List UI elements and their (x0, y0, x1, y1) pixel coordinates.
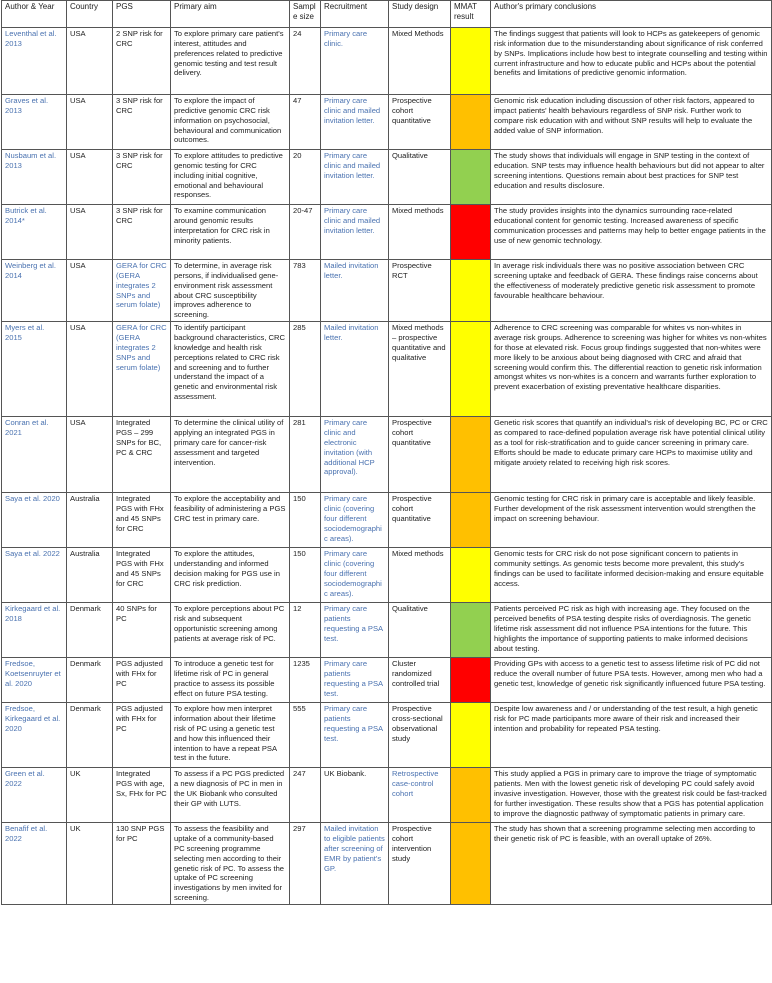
aim-cell: To determine the clinical utility of applying an integrated PGS in primary care for cancer-risk assessment and targeted intervention. (171, 417, 290, 493)
country-cell: UK (67, 768, 113, 823)
table-row (2, 150, 772, 205)
header-recruitment: Recruitment (321, 1, 389, 28)
aim-cell: To explore primary care patient's interest, attitudes and preferences related to predictive genomic testing and test result delivery. (171, 28, 290, 95)
recruitment-cell (321, 322, 389, 417)
table-row (2, 493, 772, 548)
pgs-cell: Integrated PGS with FHx and 45 SNPs for CRC (113, 493, 171, 548)
country-cell: USA (67, 205, 113, 260)
mmat-cell (451, 603, 491, 658)
design-cell: Qualitative (389, 603, 451, 658)
sample-cell: 20-47 (290, 205, 321, 260)
recruitment-cell (321, 603, 389, 658)
mmat-cell (451, 417, 491, 493)
design-cell: Qualitative (389, 150, 451, 205)
header-sample: Sampl e size (290, 1, 321, 28)
design-cell: Prospective cohort intervention study (389, 823, 451, 905)
mmat-cell (451, 28, 491, 95)
recruitment-text: Primary care clinic (covering four different sociodemographic areas). (324, 494, 382, 543)
author-cell: Saya et al. 2022 (2, 548, 67, 603)
aim-cell: To introduce a genetic test for lifetime risk of PC in general practice to assess its possible effect on future PSA testing. (171, 658, 290, 703)
country-cell: USA (67, 417, 113, 493)
author-cell: Graves et al. 2013 (2, 95, 67, 150)
sample-cell: 247 (290, 768, 321, 823)
table-row (2, 768, 772, 823)
aim-cell: To explore the acceptability and feasibility of administering a PGS CRC test in primary care. (171, 493, 290, 548)
mmat-cell (451, 703, 491, 768)
recruitment-text: Primary care clinic and electronic invitation (with additional HCP approval). (324, 418, 375, 477)
author-cell: Benafif et al. 2022 (2, 823, 67, 905)
studies-table (1, 0, 772, 905)
recruitment-cell (321, 150, 389, 205)
aim-cell: To explore how men interpret information about their lifetime risk of PC using a genetic test and how this influenced their intention to have a repeat PSA test in the future. (171, 703, 290, 768)
conclusions-cell: The findings suggest that patients will look to HCPs as gatekeepers of genomic risk information due to the misunderstanding about significance of risk conferred by SNPs. Implications include how best to integrate counselling and testing within current infrastructure and how to educate public and HCPs about the potential benefits and limitations of predictive genomic information. (491, 28, 772, 95)
table-row (2, 603, 772, 658)
author-cell: Butrick et al. 2014* (2, 205, 67, 260)
design-cell: Prospective RCT (389, 260, 451, 322)
design-cell: Mixed methods – prospective quantitative and qualitative (389, 322, 451, 417)
sample-cell: 1235 (290, 658, 321, 703)
recruitment-text: Primary care patients requesting a PSA test. (324, 659, 383, 698)
country-cell: Denmark (67, 703, 113, 768)
sample-cell: 20 (290, 150, 321, 205)
aim-cell: To identify participant background characteristics, CRC knowledge and health risk perceptions related to CRC risk and screening and to further understand the impact of a genetic and environmental risk assessment. (171, 322, 290, 417)
design-cell: Mixed methods (389, 205, 451, 260)
table-row (2, 205, 772, 260)
conclusions-cell: The study provides insights into the dynamics surrounding race-related educational content for genomic testing. Increased awareness of specific communication processes and patterns may help to better engage patients in the use of new genomic technology. (491, 205, 772, 260)
conclusions-cell: Providing GPs with access to a genetic test to assess lifetime risk of PC did not reduce the overall number of future PSA tests. However, among men who had a genetic test, knowledge of genetic risk significantly influenced future PSA testing. (491, 658, 772, 703)
pgs-cell: 130 SNP PGS for PC (113, 823, 171, 905)
aim-cell: To explore the impact of predictive genomic CRC risk information on psychosocial, behavioural and communication outcomes. (171, 95, 290, 150)
mmat-cell (451, 823, 491, 905)
recruitment-text: Primary care clinic and mailed invitation letter. (324, 96, 381, 125)
conclusions-cell: Genomic tests for CRC risk do not pose significant concern to patients in community settings. As genomic tests become more prevalent, this study's findings can be used to facilitate informed decision-making and ensure equitable access. (491, 548, 772, 603)
mmat-cell (451, 150, 491, 205)
conclusions-cell: The study has shown that a screening programme selecting men according to their genetic risk of PC is feasible, with an overall uptake of 26%. (491, 823, 772, 905)
table-row (2, 823, 772, 905)
recruitment-text: Mailed invitation letter. (324, 323, 379, 343)
conclusions-cell: Adherence to CRC screening was comparable for whites vs non-whites in average risk groups. Adherence to screening was higher for whites vs non-whites for those at elevated risk. Focus group findings suggested that non-whites were more likely to be anxious about being diagnosed with CRC and afraid that screening would confirm this. The differential reaction to genetic risk information amongst whites vs non-whites is a concern and warrants further exploration to prevent exacerbation of existing preventative healthcare disparities. (491, 322, 772, 417)
recruitment-text: Mailed invitation letter. (324, 261, 379, 280)
design-cell: Prospective cohort quantitative (389, 493, 451, 548)
country-cell: Denmark (67, 658, 113, 703)
recruitment-cell (321, 28, 389, 95)
design-text: Retrospective case-control cohort (392, 769, 439, 798)
author-cell: Leventhal et al. 2013 (2, 28, 67, 95)
aim-cell: To explore the attitudes, understanding and informed decision making for PGS use in CRC risk prediction. (171, 548, 290, 603)
author-cell: Weinberg et al. 2014 (2, 260, 67, 322)
table-row (2, 417, 772, 493)
recruitment-text: Primary care clinic and mailed invitation letter. (324, 151, 381, 180)
author-cell: Fredsoe, Koetsenruyter et al. 2020 (2, 658, 67, 703)
recruitment-cell (321, 493, 389, 548)
table-row (2, 703, 772, 768)
header-pgs: PGS (113, 1, 171, 28)
table-row (2, 658, 772, 703)
pgs-cell: Integrated PGS – 299 SNPs for BC, PC & CRC (113, 417, 171, 493)
author-cell: Fredsoe, Kirkegaard et al. 2020 (2, 703, 67, 768)
table-row (2, 95, 772, 150)
table-row (2, 322, 772, 417)
pgs-cell: PGS adjusted with FHx for PC (113, 658, 171, 703)
sample-cell: 281 (290, 417, 321, 493)
sample-cell: 47 (290, 95, 321, 150)
country-cell: USA (67, 95, 113, 150)
design-cell: Mixed Methods (389, 28, 451, 95)
recruitment-cell (321, 260, 389, 322)
design-cell: Mixed methods (389, 548, 451, 603)
conclusions-cell: Patients perceived PC risk as high with increasing age. They focused on the perceived benefits of PSA testing despite risks of overdiagnosis. The genetic lifetime risk assessment did not influence PSA intentions for the future. This highlights the importance of supporting patients to make informed decisions about testing. (491, 603, 772, 658)
pgs-cell: 3 SNP risk for CRC (113, 150, 171, 205)
author-cell: Saya et al. 2020 (2, 493, 67, 548)
pgs-cell: 2 SNP risk for CRC (113, 28, 171, 95)
design-cell: Prospective cohort quantitative (389, 95, 451, 150)
table-row (2, 548, 772, 603)
sample-cell: 150 (290, 493, 321, 548)
conclusions-cell: This study applied a PGS in primary care to improve the triage of symptomatic patients. Men with the lowest genetic risk of developing PC could safely avoid invasive investigation. However, those with the greatest risk could be fast-tracked for further investigation. These results show that a PGS has potential application to improve the diagnostic pathway of symptomatic patients in primary care. (491, 768, 772, 823)
recruitment-cell (321, 658, 389, 703)
country-cell: Australia (67, 548, 113, 603)
country-cell: USA (67, 28, 113, 95)
table-row (2, 260, 772, 322)
author-cell: Green et al. 2022 (2, 768, 67, 823)
sample-cell: 150 (290, 548, 321, 603)
aim-cell: To assess if a PC PGS predicted a new diagnosis of PC in men in the UK Biobank who consulted their GP with LUTS. (171, 768, 290, 823)
recruitment-cell (321, 205, 389, 260)
sample-cell: 285 (290, 322, 321, 417)
author-cell: Myers et al. 2015 (2, 322, 67, 417)
mmat-cell (451, 658, 491, 703)
design-cell: Prospective cross-sectional observational study (389, 703, 451, 768)
country-cell: Australia (67, 493, 113, 548)
country-cell: USA (67, 322, 113, 417)
header-design: Study design (389, 1, 451, 28)
design-cell (389, 768, 451, 823)
recruitment-text: Primary care clinic (covering four different sociodemographic areas). (324, 549, 382, 598)
pgs-cell: GERA for CRC (GERA integrates 2 SNPs and serum folate) (113, 322, 171, 417)
pgs-cell: 3 SNP risk for CRC (113, 205, 171, 260)
header-aim: Primary aim (171, 1, 290, 28)
recruitment-cell (321, 417, 389, 493)
aim-cell: To examine communication around genomic results interpretation for CRC risk in minority patients. (171, 205, 290, 260)
recruitment-text: Primary care patients requesting a PSA test. (324, 704, 383, 743)
mmat-cell (451, 260, 491, 322)
pgs-cell: PGS adjusted with FHx for PC (113, 703, 171, 768)
recruitment-cell (321, 548, 389, 603)
recruitment-cell (321, 95, 389, 150)
conclusions-cell: Genomic testing for CRC risk in primary care is acceptable and likely feasible. Further development of the risk assessment intervention would strengthen the impact on screening behaviour. (491, 493, 772, 548)
pgs-cell: 40 SNPs for PC (113, 603, 171, 658)
author-cell: Kirkegaard et al. 2018 (2, 603, 67, 658)
pgs-cell: Integrated PGS with FHx and 45 SNPs for CRC (113, 548, 171, 603)
mmat-cell (451, 768, 491, 823)
aim-cell: To explore perceptions about PC risk and subsequent opportunistic screening among patients at average risk of PC. (171, 603, 290, 658)
aim-cell: To explore attitudes to predictive genomic testing for CRC including initial cognitive, emotional and behavioural responses. (171, 150, 290, 205)
sample-cell: 24 (290, 28, 321, 95)
sample-cell: 783 (290, 260, 321, 322)
design-cell: Cluster randomized controlled trial (389, 658, 451, 703)
recruitment-text: Primary care patients requesting a PSA test. (324, 604, 383, 643)
design-cell: Prospective cohort quantitative (389, 417, 451, 493)
conclusions-cell: Genetic risk scores that quantify an individual's risk of developing BC, PC or CRC as compared to race-defined population average risk have potential clinical utility as a tool for risk-stratification and to guide cancer screening in primary care. Efforts should be made to educate primary care HCPs to maximise utility and mitigate anxiety related to receiving high risk scores. (491, 417, 772, 493)
pgs-cell: GERA for CRC (GERA integrates 2 SNPs and serum folate) (113, 260, 171, 322)
header-row (2, 1, 772, 28)
mmat-cell (451, 548, 491, 603)
country-cell: USA (67, 150, 113, 205)
sample-cell: 297 (290, 823, 321, 905)
aim-cell: To determine, in average risk persons, if individualised gene-environment risk assessment about CRC susceptibility improves adherence to screening. (171, 260, 290, 322)
header-author: Author & Year (2, 1, 67, 28)
aim-cell: To assess the feasibility and uptake of a community-based PC screening programme selecting men according to their genetic risk of PC. To assess the uptake of PC screening investigations by men invited for screening. (171, 823, 290, 905)
country-cell: USA (67, 260, 113, 322)
header-country: Country (67, 1, 113, 28)
mmat-cell (451, 493, 491, 548)
sample-cell: 12 (290, 603, 321, 658)
sample-cell: 555 (290, 703, 321, 768)
table-row (2, 28, 772, 95)
country-cell: Denmark (67, 603, 113, 658)
mmat-cell (451, 322, 491, 417)
recruitment-text: Primary care clinic and mailed invitation letter. (324, 206, 381, 235)
pgs-cell: 3 SNP risk for CRC (113, 95, 171, 150)
conclusions-cell: The study shows that individuals will engage in SNP testing in the context of education. SNP tests may influence health behaviours but did not appear to alter screening intentions. Questions remain about best practices for SNP test education and results disclosure. (491, 150, 772, 205)
author-cell: Conran et al. 2021 (2, 417, 67, 493)
mmat-cell (451, 95, 491, 150)
header-mmat: MMAT result (451, 1, 491, 28)
conclusions-cell: Despite low awareness and / or understanding of the test result, a high genetic risk for PC made participants more aware of their risk and increased their intention and probability for repeated PSA testing. (491, 703, 772, 768)
header-conclusions: Author's primary conclusions (491, 1, 772, 28)
pgs-cell: Integrated PGS with age, Sx, FHx for PC (113, 768, 171, 823)
recruitment-cell: UK Biobank. (321, 768, 389, 823)
recruitment-text: Mailed invitation to eligible patients after screening of EMR by patient's GP. (324, 824, 385, 873)
recruitment-text: Primary care clinic. (324, 29, 368, 48)
author-cell: Nusbaum et al. 2013 (2, 150, 67, 205)
recruitment-cell (321, 823, 389, 905)
mmat-cell (451, 205, 491, 260)
conclusions-cell: In average risk individuals there was no positive association between CRC screening uptake and feedback of GERA. These findings raise concerns about the effectiveness of moderately predictive genetic risk assessment to promote favourable healthcare behaviour. (491, 260, 772, 322)
conclusions-cell: Genomic risk education including discussion of other risk factors, appeared to impact patients' health behaviours regardless of SNP risk. Further work to compare risk education with and without SNP results will help to evaluate the added value of SNP information. (491, 95, 772, 150)
country-cell: UK (67, 823, 113, 905)
recruitment-cell (321, 703, 389, 768)
